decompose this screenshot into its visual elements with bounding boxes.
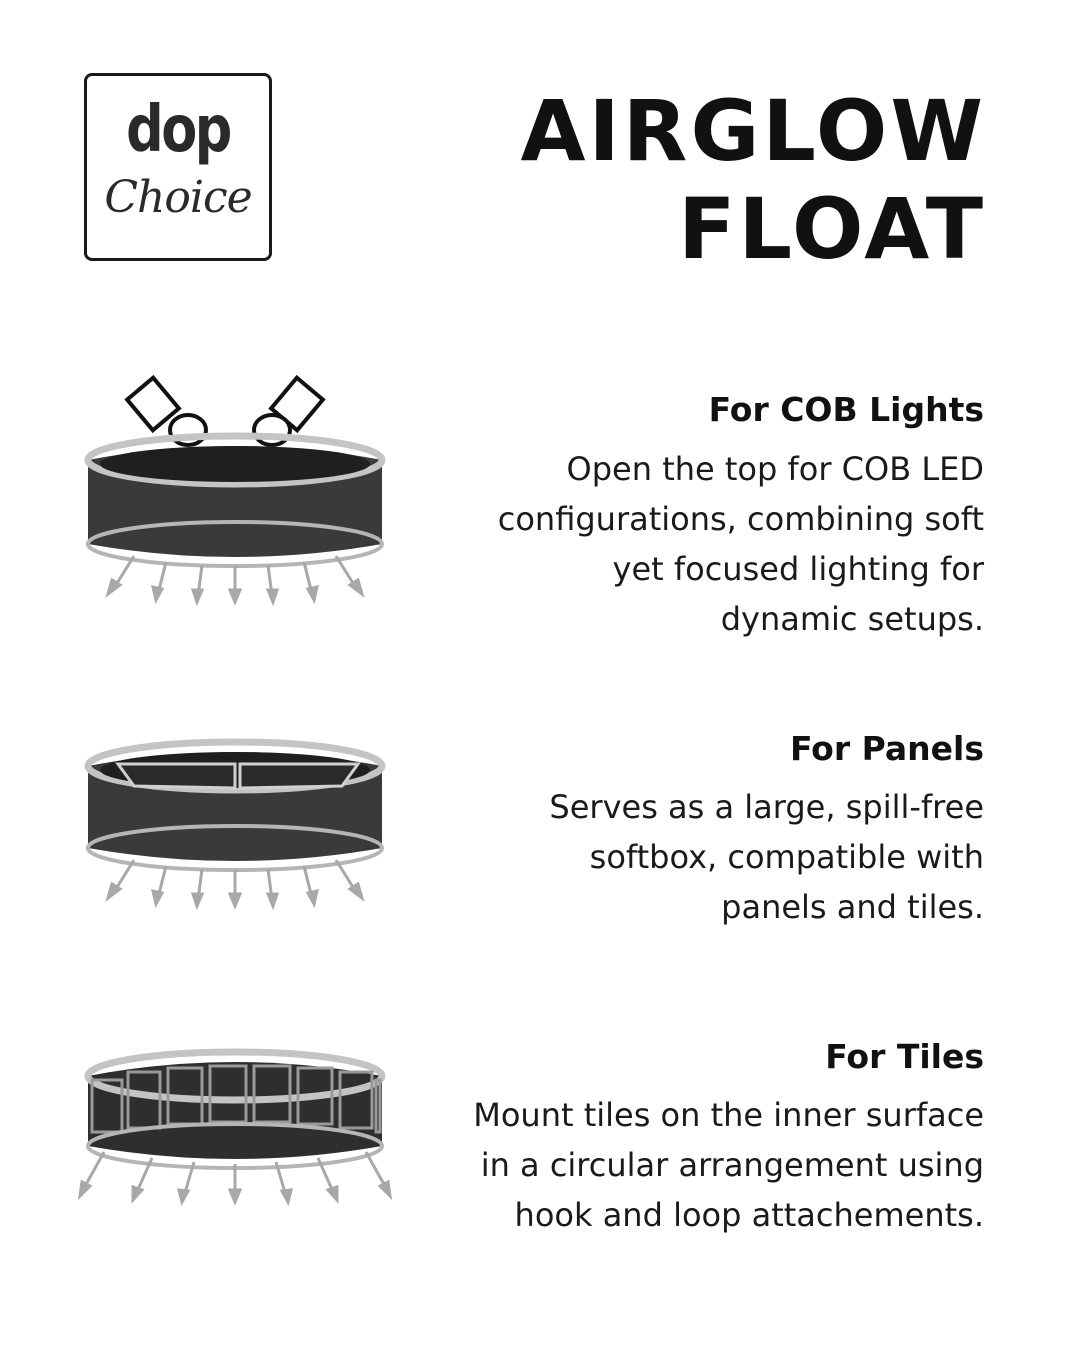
heading-cob-lights: For COB Lights <box>708 390 984 429</box>
dop-choice-logo <box>84 73 272 261</box>
softbox-cob-lights-icon <box>70 372 400 607</box>
description-line: Mount tiles on the inner surface <box>473 1096 984 1134</box>
page-title <box>521 82 987 278</box>
description-line: softbox, compatible with <box>589 838 984 876</box>
description-cob-lights <box>498 444 984 644</box>
description-panels <box>549 782 984 932</box>
description-line: Open the top for COB LED <box>566 450 984 488</box>
description-line: yet focused lighting for <box>612 550 984 588</box>
description-line: Serves as a large, spill-free <box>549 788 984 826</box>
description-line: dynamic setups. <box>720 600 984 638</box>
logo-text-dop: dop <box>126 93 230 167</box>
softbox-tiles-icon <box>70 1036 400 1206</box>
description-line: panels and tiles. <box>721 888 984 926</box>
description-line: configurations, combining soft <box>497 500 984 538</box>
heading-tiles: For Tiles <box>825 1037 984 1076</box>
heading-panels: For Panels <box>789 729 984 768</box>
title-line-1: AIRGLOW <box>520 82 986 180</box>
description-line: hook and loop attachements. <box>514 1196 984 1234</box>
description-line: in a circular arrangement using <box>480 1146 984 1184</box>
softbox-panels-icon <box>70 728 400 913</box>
description-tiles <box>473 1090 984 1240</box>
logo-text-choice: Choice <box>104 172 252 223</box>
title-line-2: FLOAT <box>678 180 986 278</box>
